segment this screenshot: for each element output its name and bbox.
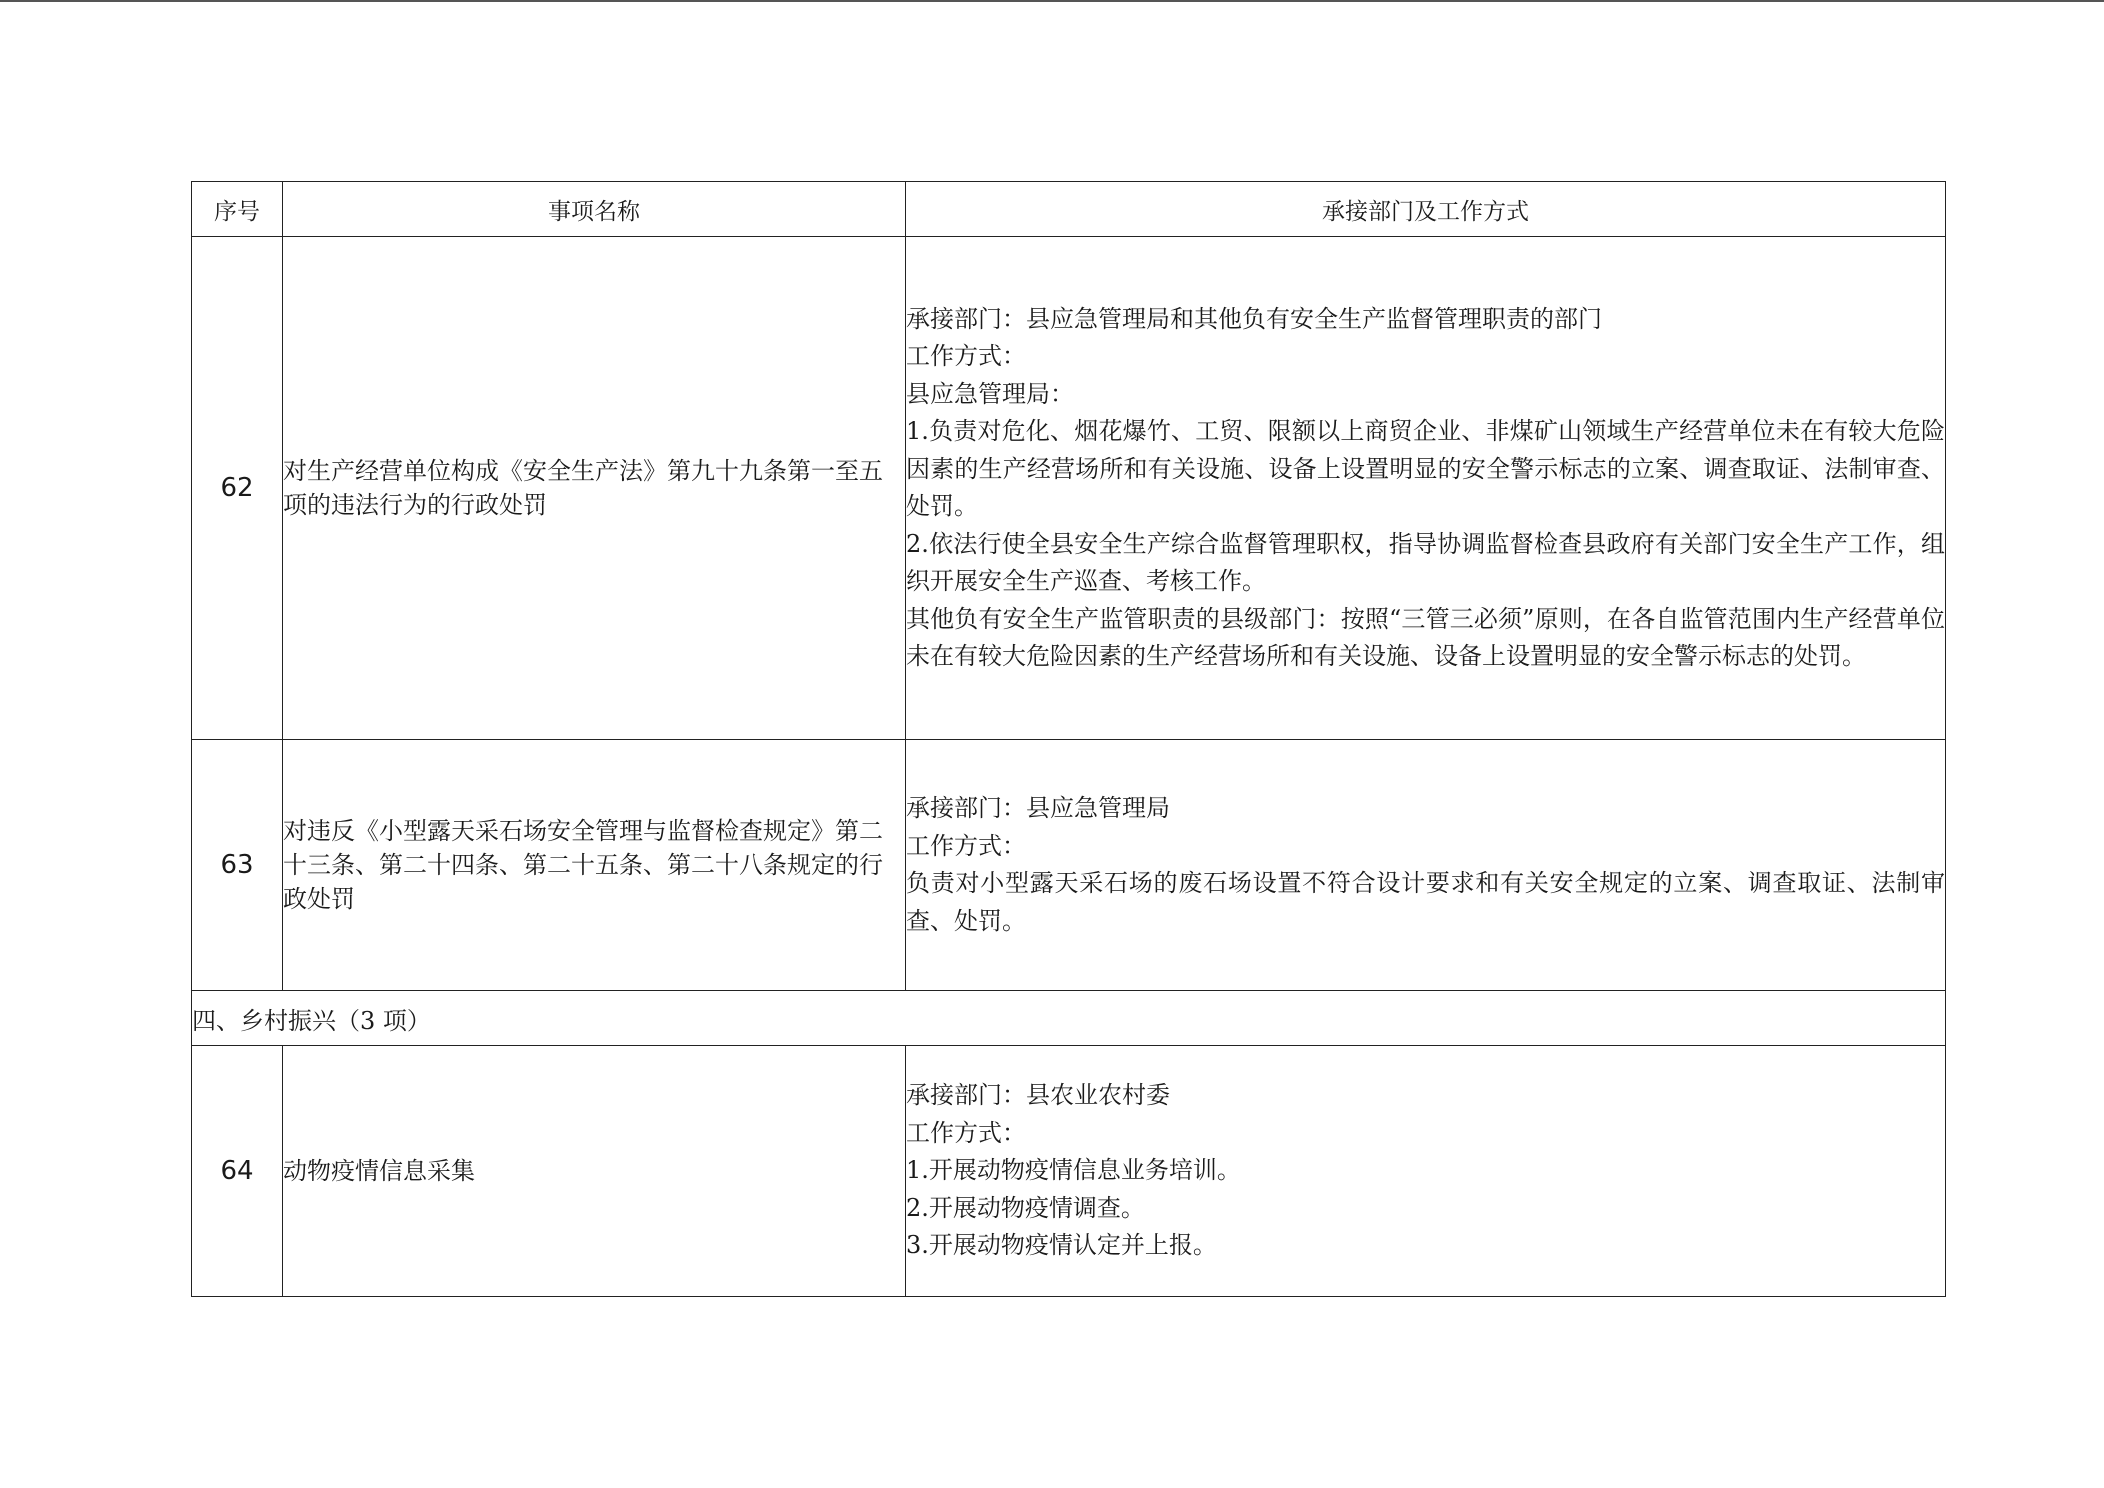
row-serial-number: 62 — [192, 237, 283, 740]
dept-line: 负责对小型露天采石场的废石场设置不符合设计要求和有关安全规定的立案、调查取证、法制审查、处罚。 — [906, 869, 1945, 935]
section-row — [192, 991, 1946, 1046]
dept-line: 2.依法行使全县安全生产综合监督管理职权，指导协调监督检查县政府有关部门安全生产工作，组织开展安全生产巡查、考核工作。 — [906, 529, 1945, 595]
row-matter-name: 对生产经营单位构成《安全生产法》第九十九条第一至五项的违法行为的行政处罚 — [283, 237, 906, 740]
header-department-and-method: 承接部门及工作方式 — [906, 182, 1946, 237]
dept-line: 工作方式： — [906, 1118, 1026, 1147]
dept-line: 1.开展动物疫情信息业务培训。 — [906, 1156, 1241, 1185]
row-department-and-method — [906, 740, 1946, 991]
table-row — [192, 1046, 1946, 1297]
dept-line: 县应急管理局： — [906, 379, 1074, 408]
page-top-border — [0, 0, 2104, 2]
matters-table — [191, 181, 1946, 1297]
table-row — [192, 740, 1946, 991]
row-serial-number: 64 — [192, 1046, 283, 1297]
dept-line: 3.开展动物疫情认定并上报。 — [906, 1231, 1217, 1260]
row-matter-name: 对违反《小型露天采石场安全管理与监督检查规定》第二十三条、第二十四条、第二十五条、第二十八条规定的行政处罚 — [283, 740, 906, 991]
row-serial-number: 63 — [192, 740, 283, 991]
header-serial-number: 序号 — [192, 182, 283, 237]
dept-line: 工作方式： — [906, 831, 1026, 860]
row-matter-name: 动物疫情信息采集 — [283, 1046, 906, 1297]
dept-line: 工作方式： — [906, 342, 1026, 370]
dept-line: 承接部门：县农业农村委 — [906, 1081, 1170, 1110]
dept-line: 2.开展动物疫情调查。 — [906, 1193, 1145, 1222]
header-matter-name: 事项名称 — [283, 182, 906, 237]
dept-line: 承接部门：县应急管理局 — [906, 794, 1170, 822]
table-header-row — [192, 182, 1946, 237]
dept-line: 其他负有安全生产监管职责的县级部门：按照“三管三必须”原则，在各自监管范围内生产经营单位未在有较大危险因素的生产经营场所和有关设施、设备上设置明显的安全警示标志的处罚。 — [906, 604, 1945, 670]
dept-line: 承接部门：县应急管理局和其他负有安全生产监督管理职责的部门 — [906, 304, 1602, 333]
row-department-and-method — [906, 237, 1946, 740]
dept-line: 1.负责对危化、烟花爆竹、工贸、限额以上商贸企业、非煤矿山领域生产经营单位未在有较大危险因素的生产经营场所和有关设施、设备上设置明显的安全警示标志的立案、调查取证、法制审查、处罚。 — [906, 417, 1945, 520]
table-row — [192, 237, 1946, 740]
row-department-and-method — [906, 1046, 1946, 1297]
section-title: 四、乡村振兴（3 项） — [192, 991, 1946, 1046]
